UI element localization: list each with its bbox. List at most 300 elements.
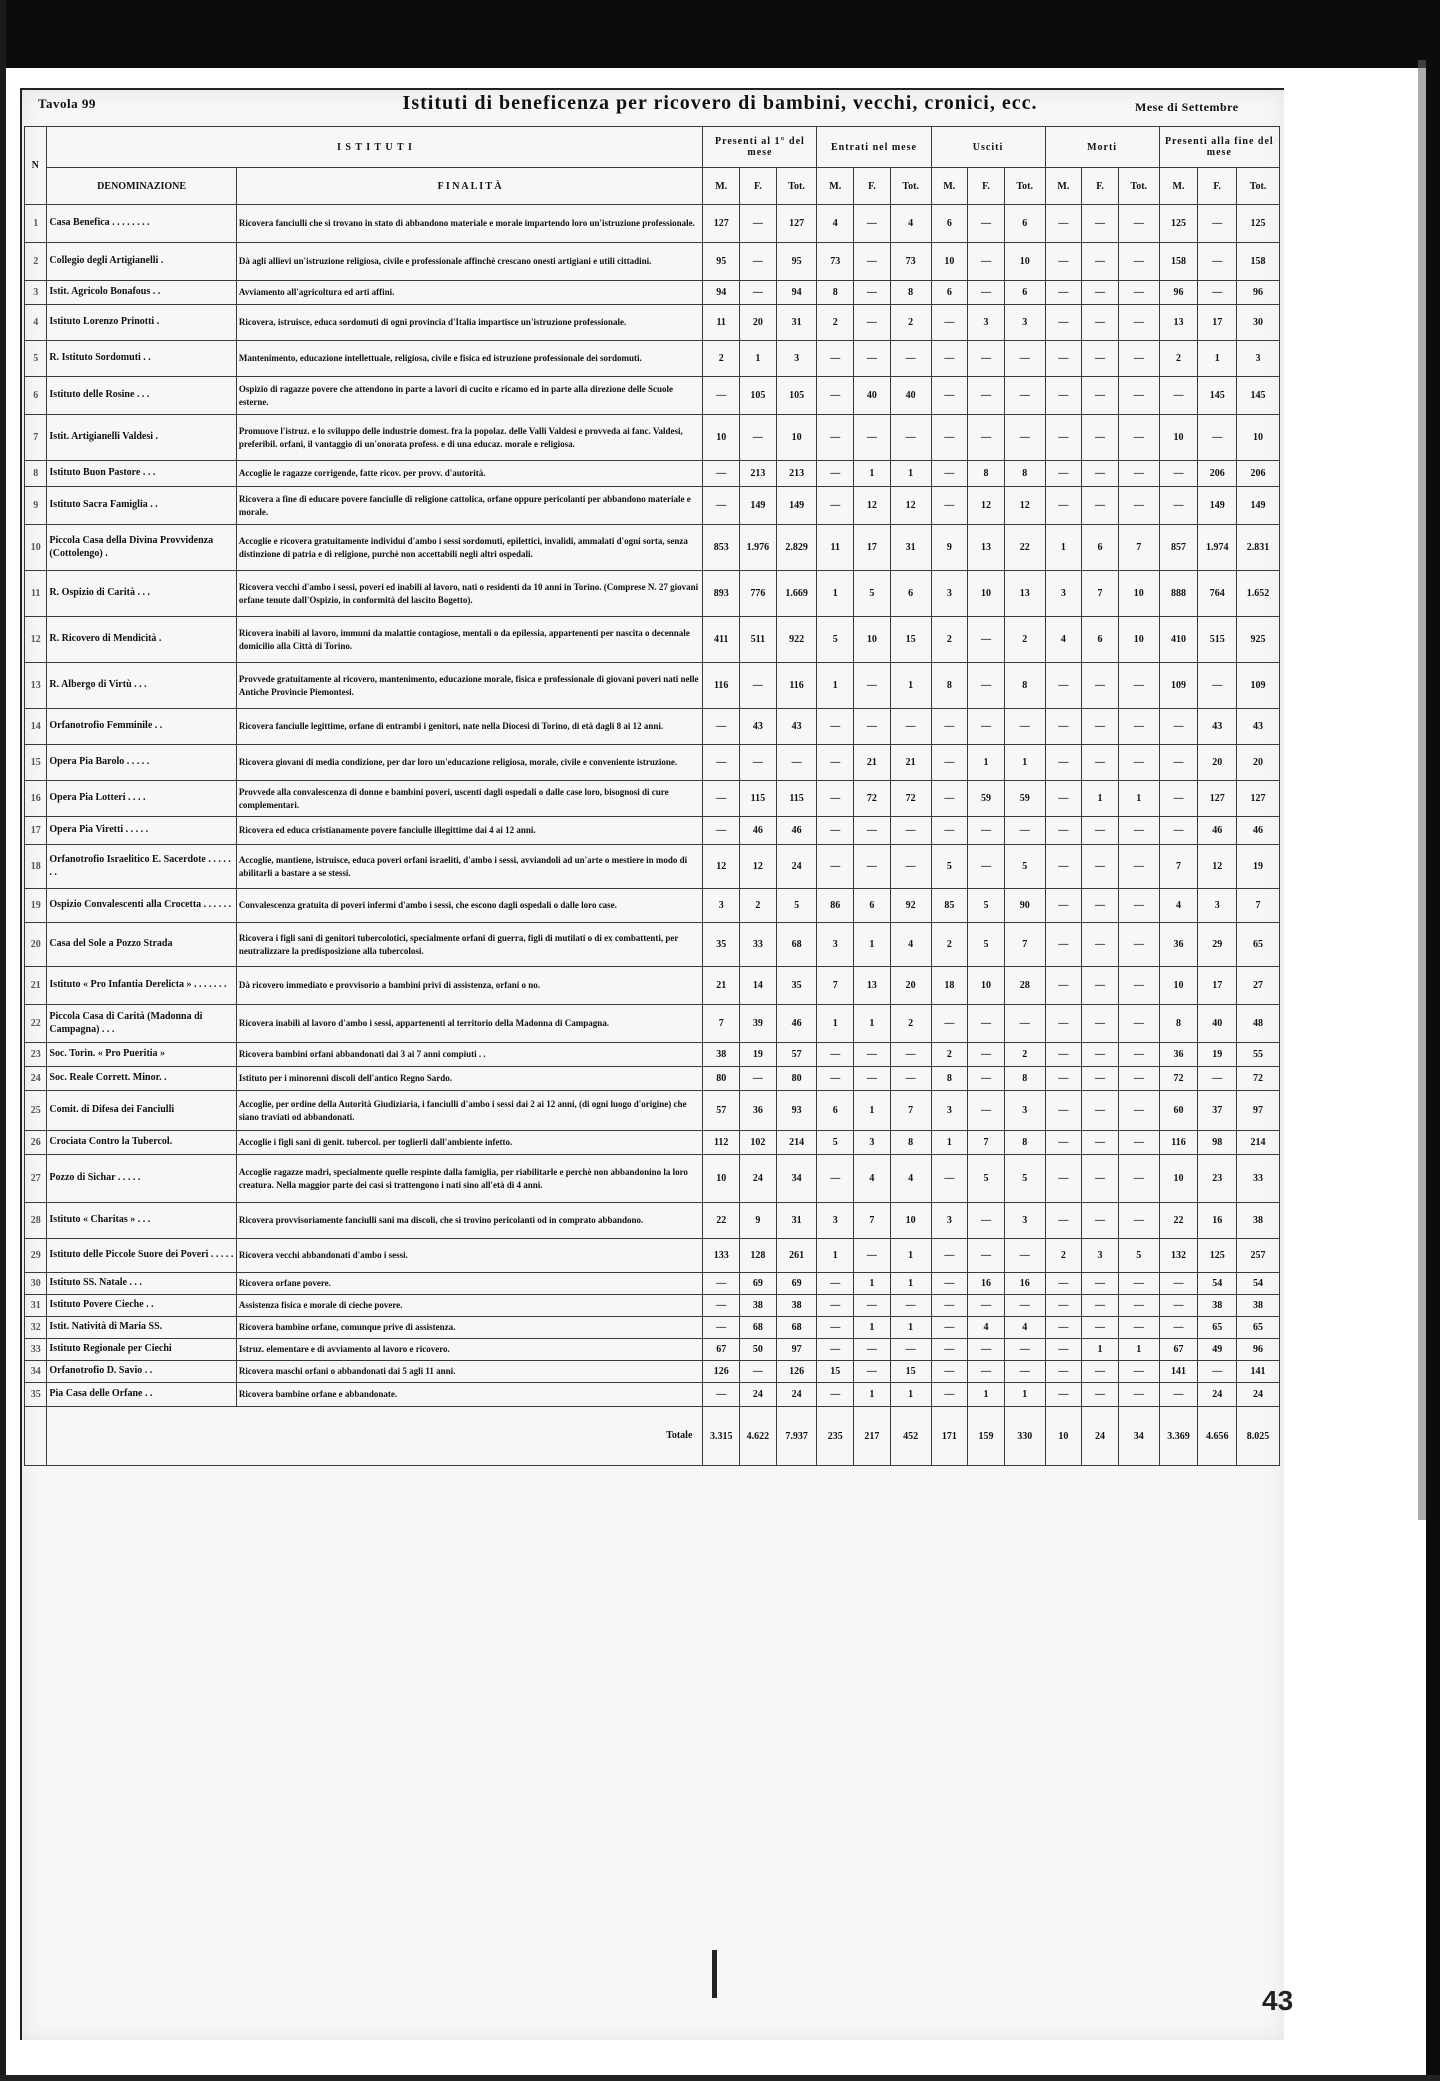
count-cell: 86 (817, 889, 854, 923)
count-cell: 1 (854, 461, 891, 487)
count-cell: — (1198, 1361, 1237, 1383)
count-cell: 511 (740, 617, 777, 663)
count-cell: 8 (890, 1131, 931, 1155)
count-cell: 6 (931, 281, 968, 305)
count-cell: 853 (703, 525, 740, 571)
count-cell: 17 (1198, 305, 1237, 341)
count-cell: 3 (817, 1203, 854, 1239)
count-cell: 4 (890, 205, 931, 243)
count-cell: 3 (931, 1203, 968, 1239)
count-cell: — (1082, 967, 1119, 1005)
total-cell: 8.025 (1237, 1407, 1280, 1466)
scan-left-border (0, 0, 6, 2081)
count-cell: 11 (703, 305, 740, 341)
count-cell: 46 (740, 817, 777, 845)
count-cell: — (1082, 1131, 1119, 1155)
count-cell: 158 (1159, 243, 1198, 281)
count-cell: 31 (890, 525, 931, 571)
count-cell: 38 (1198, 1295, 1237, 1317)
count-cell: 5 (968, 1155, 1005, 1203)
institute-name: Istit. Artigianelli Valdesi . (47, 415, 236, 461)
col-istituti-header: I S T I T U T I (47, 127, 703, 168)
row-number: 21 (25, 967, 47, 1005)
total-cell: 24 (1082, 1407, 1119, 1466)
table-row (25, 1361, 1280, 1383)
count-cell: — (1118, 461, 1159, 487)
count-cell: 1.652 (1237, 571, 1280, 617)
count-cell: — (1159, 709, 1198, 745)
table-row (25, 817, 1280, 845)
count-cell: 8 (968, 461, 1005, 487)
count-cell: 1 (1004, 745, 1045, 781)
institute-purpose: Ricovera bambini orfani abbandonati dai 3 ai 7 anni compiuti . . (236, 1043, 703, 1067)
count-cell: 3 (1198, 889, 1237, 923)
institute-name: Istituto « Pro Infantia Derelicta » . . . . . . . (47, 967, 236, 1005)
institute-name: Istituto Povere Cieche . . (47, 1295, 236, 1317)
count-cell: 59 (968, 781, 1005, 817)
count-cell: 2.831 (1237, 525, 1280, 571)
count-cell: 1 (854, 1091, 891, 1131)
count-cell: — (1118, 1295, 1159, 1317)
count-cell: 1.974 (1198, 525, 1237, 571)
count-cell: 22 (703, 1203, 740, 1239)
count-cell: — (1082, 1295, 1119, 1317)
count-cell: 149 (740, 487, 777, 525)
count-cell: — (1045, 1131, 1082, 1155)
count-cell: — (1045, 461, 1082, 487)
count-cell: — (1045, 781, 1082, 817)
count-cell: — (703, 487, 740, 525)
count-cell: 2 (931, 923, 968, 967)
count-cell: — (740, 663, 777, 709)
count-cell: 125 (1159, 205, 1198, 243)
table-row (25, 205, 1280, 243)
institute-name: Orfanotrofio Israelitico E. Sacerdote . . . . . . . (47, 845, 236, 889)
count-cell: — (931, 415, 968, 461)
count-cell: — (1118, 377, 1159, 415)
institute-name: Collegio degli Artigianelli . (47, 243, 236, 281)
count-cell: 109 (1237, 663, 1280, 709)
count-cell: — (1118, 967, 1159, 1005)
count-cell: 18 (931, 967, 968, 1005)
count-cell: — (890, 709, 931, 745)
count-cell: — (890, 845, 931, 889)
row-number: 20 (25, 923, 47, 967)
institute-name: Istituto Buon Pastore . . . (47, 461, 236, 487)
table-row (25, 1203, 1280, 1239)
count-cell: 8 (1004, 1131, 1045, 1155)
count-cell: 1 (1082, 781, 1119, 817)
count-cell: 10 (968, 967, 1005, 1005)
count-cell: — (1118, 923, 1159, 967)
count-cell: 1 (1045, 525, 1082, 571)
count-cell: 1 (1118, 1339, 1159, 1361)
count-cell: 6 (1082, 525, 1119, 571)
count-cell: — (1118, 305, 1159, 341)
count-cell: 1 (890, 461, 931, 487)
count-cell: 43 (1198, 709, 1237, 745)
count-cell: 158 (1237, 243, 1280, 281)
count-cell: 12 (1004, 487, 1045, 525)
count-cell: — (890, 1067, 931, 1091)
count-cell: 5 (776, 889, 817, 923)
count-cell: 7 (1004, 923, 1045, 967)
count-cell: — (817, 709, 854, 745)
count-cell: 40 (1198, 1005, 1237, 1043)
count-cell: 35 (703, 923, 740, 967)
count-cell: — (1118, 341, 1159, 377)
col-group-usciti: Usciti (931, 127, 1045, 168)
count-cell: 68 (776, 1317, 817, 1339)
count-cell: 1 (890, 1383, 931, 1407)
count-cell: — (703, 817, 740, 845)
count-cell: 49 (1198, 1339, 1237, 1361)
count-cell: — (703, 781, 740, 817)
count-cell: 10 (1004, 243, 1045, 281)
count-cell: 2 (740, 889, 777, 923)
count-cell: 127 (1237, 781, 1280, 817)
table-row (25, 1043, 1280, 1067)
count-cell: 80 (776, 1067, 817, 1091)
count-cell: — (1082, 845, 1119, 889)
count-cell: 149 (1237, 487, 1280, 525)
count-cell: 16 (1004, 1273, 1045, 1295)
count-cell: — (968, 663, 1005, 709)
count-cell: 12 (890, 487, 931, 525)
count-cell: — (1118, 1361, 1159, 1383)
count-cell: — (931, 781, 968, 817)
count-cell: — (1118, 1005, 1159, 1043)
count-cell: 15 (890, 617, 931, 663)
sub-f: F. (854, 168, 891, 205)
count-cell: — (817, 1317, 854, 1339)
count-cell: 96 (1237, 1339, 1280, 1361)
institute-purpose: Ricovera i figli sani di genitori tubercolotici, specialmente orfani di guerra, figli di mutilati o di ex combattenti, per neutralizzare la predisposizione alla tubercolosi. (236, 923, 703, 967)
count-cell: 40 (890, 377, 931, 415)
count-cell: — (817, 781, 854, 817)
count-cell: 1 (1198, 341, 1237, 377)
count-cell: 9 (931, 525, 968, 571)
count-cell: — (1045, 243, 1082, 281)
count-cell: 893 (703, 571, 740, 617)
count-cell: — (931, 461, 968, 487)
count-cell: — (1118, 1383, 1159, 1407)
count-cell: 80 (703, 1067, 740, 1091)
count-cell: 115 (776, 781, 817, 817)
count-cell: 4 (1159, 889, 1198, 923)
row-number: 33 (25, 1339, 47, 1361)
count-cell: 127 (1198, 781, 1237, 817)
count-cell: 3 (1082, 1239, 1119, 1273)
institute-purpose: Convalescenza gratuita di poveri infermi d'ambo i sessi, che escono dagli ospedali o dalle loro case. (236, 889, 703, 923)
count-cell: — (817, 461, 854, 487)
count-cell: — (1118, 415, 1159, 461)
count-cell: 8 (890, 281, 931, 305)
count-cell: 67 (1159, 1339, 1198, 1361)
count-cell: 5 (817, 617, 854, 663)
count-cell: 7 (1159, 845, 1198, 889)
row-number: 4 (25, 305, 47, 341)
row-number: 1 (25, 205, 47, 243)
row-number: 30 (25, 1273, 47, 1295)
row-number: 6 (25, 377, 47, 415)
count-cell: 2 (890, 1005, 931, 1043)
count-cell: 16 (968, 1273, 1005, 1295)
count-cell: — (1082, 1383, 1119, 1407)
count-cell: 1 (890, 663, 931, 709)
count-cell: 3 (776, 341, 817, 377)
count-cell: 24 (740, 1155, 777, 1203)
count-cell: 34 (776, 1155, 817, 1203)
count-cell: — (1118, 1091, 1159, 1131)
count-cell: 116 (1159, 1131, 1198, 1155)
count-cell: 7 (1118, 525, 1159, 571)
count-cell: 214 (1237, 1131, 1280, 1155)
count-cell: 10 (1118, 617, 1159, 663)
count-cell: 2 (1004, 1043, 1045, 1067)
row-number: 14 (25, 709, 47, 745)
sub-m: M. (1159, 168, 1198, 205)
count-cell: 10 (703, 1155, 740, 1203)
count-cell: — (740, 415, 777, 461)
count-cell: 24 (1198, 1383, 1237, 1407)
count-cell: 50 (740, 1339, 777, 1361)
count-cell: — (1198, 281, 1237, 305)
col-finalita-header: F I N A L I T À (236, 168, 703, 205)
count-cell: 38 (740, 1295, 777, 1317)
count-cell: — (1082, 377, 1119, 415)
count-cell: — (1082, 709, 1119, 745)
institute-name: Piccola Casa della Divina Provvidenza (Cottolengo) . (47, 525, 236, 571)
institute-purpose: Ricovera vecchi abbandonati d'ambo i sessi. (236, 1239, 703, 1273)
count-cell: — (968, 243, 1005, 281)
institute-name: Ospizio Convalescenti alla Crocetta . . . . . . (47, 889, 236, 923)
count-cell: 3 (817, 923, 854, 967)
count-cell: — (968, 281, 1005, 305)
count-cell: 5 (931, 845, 968, 889)
row-number: 9 (25, 487, 47, 525)
count-cell: — (1082, 1091, 1119, 1131)
count-cell: — (1198, 1067, 1237, 1091)
count-cell: — (1004, 1339, 1045, 1361)
count-cell: — (817, 1339, 854, 1361)
table-row (25, 617, 1280, 663)
institute-purpose: Ricovera giovani di media condizione, per dar loro un'educazione religiosa, morale, civile e conveniente istruzione. (236, 745, 703, 781)
count-cell: 46 (776, 817, 817, 845)
sub-m: M. (931, 168, 968, 205)
row-number: 34 (25, 1361, 47, 1383)
count-cell: 5 (1004, 845, 1045, 889)
count-cell: — (1082, 817, 1119, 845)
sub-m: M. (1045, 168, 1082, 205)
count-cell: 21 (703, 967, 740, 1005)
count-cell: 24 (776, 1383, 817, 1407)
count-cell: 85 (931, 889, 968, 923)
count-cell: 410 (1159, 617, 1198, 663)
count-cell: 60 (1159, 1091, 1198, 1131)
count-cell: 10 (1159, 415, 1198, 461)
count-cell: 97 (1237, 1091, 1280, 1131)
count-cell: 92 (890, 889, 931, 923)
count-cell: 13 (854, 967, 891, 1005)
institute-name: Comit. di Difesa dei Fanciulli (47, 1091, 236, 1131)
table-row (25, 967, 1280, 1005)
count-cell: 23 (1198, 1155, 1237, 1203)
count-cell: 68 (776, 923, 817, 967)
count-cell: — (1004, 1361, 1045, 1383)
row-number: 12 (25, 617, 47, 663)
count-cell: 29 (1198, 923, 1237, 967)
count-cell: 24 (740, 1383, 777, 1407)
count-cell: 127 (776, 205, 817, 243)
count-cell: 31 (776, 305, 817, 341)
institute-purpose: Accoglie, mantiene, istruisce, educa poveri orfani israeliti, d'ambo i sessi, avviandoli ad un'arte o mestiere in modo di abilitarli a bastare a se stessi. (236, 845, 703, 889)
count-cell: 37 (1198, 1091, 1237, 1131)
count-cell: — (1118, 243, 1159, 281)
sub-m: M. (817, 168, 854, 205)
count-cell: — (1004, 817, 1045, 845)
count-cell: 2 (1045, 1239, 1082, 1273)
count-cell: — (1118, 745, 1159, 781)
count-cell: 132 (1159, 1239, 1198, 1273)
count-cell: — (1045, 1155, 1082, 1203)
count-cell: 69 (776, 1273, 817, 1295)
count-cell: — (1118, 889, 1159, 923)
count-cell: — (931, 745, 968, 781)
table-row (25, 663, 1280, 709)
table-row (25, 1273, 1280, 1295)
count-cell: — (817, 1043, 854, 1067)
count-cell: — (931, 1239, 968, 1273)
count-cell: — (968, 845, 1005, 889)
col-group-presenti-fine: Presenti alla fine del mese (1159, 127, 1279, 168)
count-cell: 24 (1237, 1383, 1280, 1407)
row-number: 26 (25, 1131, 47, 1155)
count-cell: 93 (776, 1091, 817, 1131)
count-cell: — (1118, 487, 1159, 525)
count-cell: — (1159, 487, 1198, 525)
count-cell: 7 (968, 1131, 1005, 1155)
count-cell: 57 (776, 1043, 817, 1067)
count-cell: — (1198, 415, 1237, 461)
count-cell: — (1045, 305, 1082, 341)
row-number: 22 (25, 1005, 47, 1043)
count-cell: 12 (854, 487, 891, 525)
count-cell: — (703, 745, 740, 781)
count-cell: 2 (1159, 341, 1198, 377)
count-cell: — (931, 1295, 968, 1317)
count-cell: — (703, 1383, 740, 1407)
count-cell: 40 (854, 377, 891, 415)
count-cell: 6 (817, 1091, 854, 1131)
row-number: 11 (25, 571, 47, 617)
row-number: 2 (25, 243, 47, 281)
count-cell: 1 (854, 1273, 891, 1295)
count-cell: 68 (740, 1317, 777, 1339)
count-cell: — (1082, 281, 1119, 305)
count-cell: — (968, 205, 1005, 243)
scan-bottom-border (0, 2075, 1440, 2081)
row-number: 27 (25, 1155, 47, 1203)
count-cell: 6 (1082, 617, 1119, 663)
count-cell: — (854, 709, 891, 745)
count-cell: 20 (740, 305, 777, 341)
count-cell: — (1004, 1005, 1045, 1043)
count-cell: — (1082, 341, 1119, 377)
count-cell: — (1045, 1273, 1082, 1295)
count-cell: 11 (817, 525, 854, 571)
count-cell: — (1082, 487, 1119, 525)
count-cell: — (740, 243, 777, 281)
count-cell: 109 (1159, 663, 1198, 709)
count-cell: — (1082, 889, 1119, 923)
count-cell: 1 (854, 1383, 891, 1407)
count-cell: — (854, 1043, 891, 1067)
count-cell: — (1045, 377, 1082, 415)
count-cell: — (1045, 923, 1082, 967)
institute-purpose: Istituto per i minorenni discoli dell'antico Regno Sardo. (236, 1067, 703, 1091)
count-cell: — (1159, 1317, 1198, 1339)
page-title: Istituti di beneficenza per ricovero di bambini, vecchi, cronici, ecc. (402, 92, 1038, 114)
count-cell: — (968, 1295, 1005, 1317)
count-cell: — (1045, 663, 1082, 709)
count-cell: — (740, 1067, 777, 1091)
count-cell: 1 (1004, 1383, 1045, 1407)
count-cell: 13 (1004, 571, 1045, 617)
count-cell: 4 (817, 205, 854, 243)
count-cell: 10 (703, 415, 740, 461)
count-cell: — (1118, 709, 1159, 745)
count-cell: 7 (890, 1091, 931, 1131)
institute-name: Casa Benefica . . . . . . . . (47, 205, 236, 243)
count-cell: 54 (1237, 1273, 1280, 1295)
row-number: 10 (25, 525, 47, 571)
count-cell: 206 (1237, 461, 1280, 487)
count-cell: — (1118, 663, 1159, 709)
count-cell: 411 (703, 617, 740, 663)
institute-purpose: Ricovera ed educa cristianamente povere fanciulle illegittime dai 4 ai 12 anni. (236, 817, 703, 845)
count-cell: 95 (703, 243, 740, 281)
institute-purpose: Accoglie le ragazze corrigende, fatte ricov. per provv. d'autorità. (236, 461, 703, 487)
count-cell: — (931, 1273, 968, 1295)
count-cell: — (1159, 377, 1198, 415)
table-row (25, 487, 1280, 525)
count-cell: 96 (1159, 281, 1198, 305)
count-cell: 5 (968, 889, 1005, 923)
count-cell: 1 (854, 923, 891, 967)
institute-purpose: Ricovera maschi orfani o abbandonati dai 5 agli 11 anni. (236, 1361, 703, 1383)
count-cell: — (1082, 663, 1119, 709)
table-row (25, 415, 1280, 461)
sub-tot: Tot. (1237, 168, 1280, 205)
count-cell: 7 (1237, 889, 1280, 923)
count-cell: 7 (817, 967, 854, 1005)
total-cell: 171 (931, 1407, 968, 1466)
count-cell: 38 (1237, 1203, 1280, 1239)
count-cell: 7 (703, 1005, 740, 1043)
sub-tot: Tot. (1118, 168, 1159, 205)
count-cell: 17 (1198, 967, 1237, 1005)
count-cell: — (1004, 341, 1045, 377)
count-cell: 10 (1118, 571, 1159, 617)
count-cell: 12 (703, 845, 740, 889)
count-cell: — (1045, 1295, 1082, 1317)
table-row (25, 745, 1280, 781)
count-cell: 94 (703, 281, 740, 305)
table-row (25, 1239, 1280, 1273)
count-cell: 261 (776, 1239, 817, 1273)
count-cell: 1 (1082, 1339, 1119, 1361)
